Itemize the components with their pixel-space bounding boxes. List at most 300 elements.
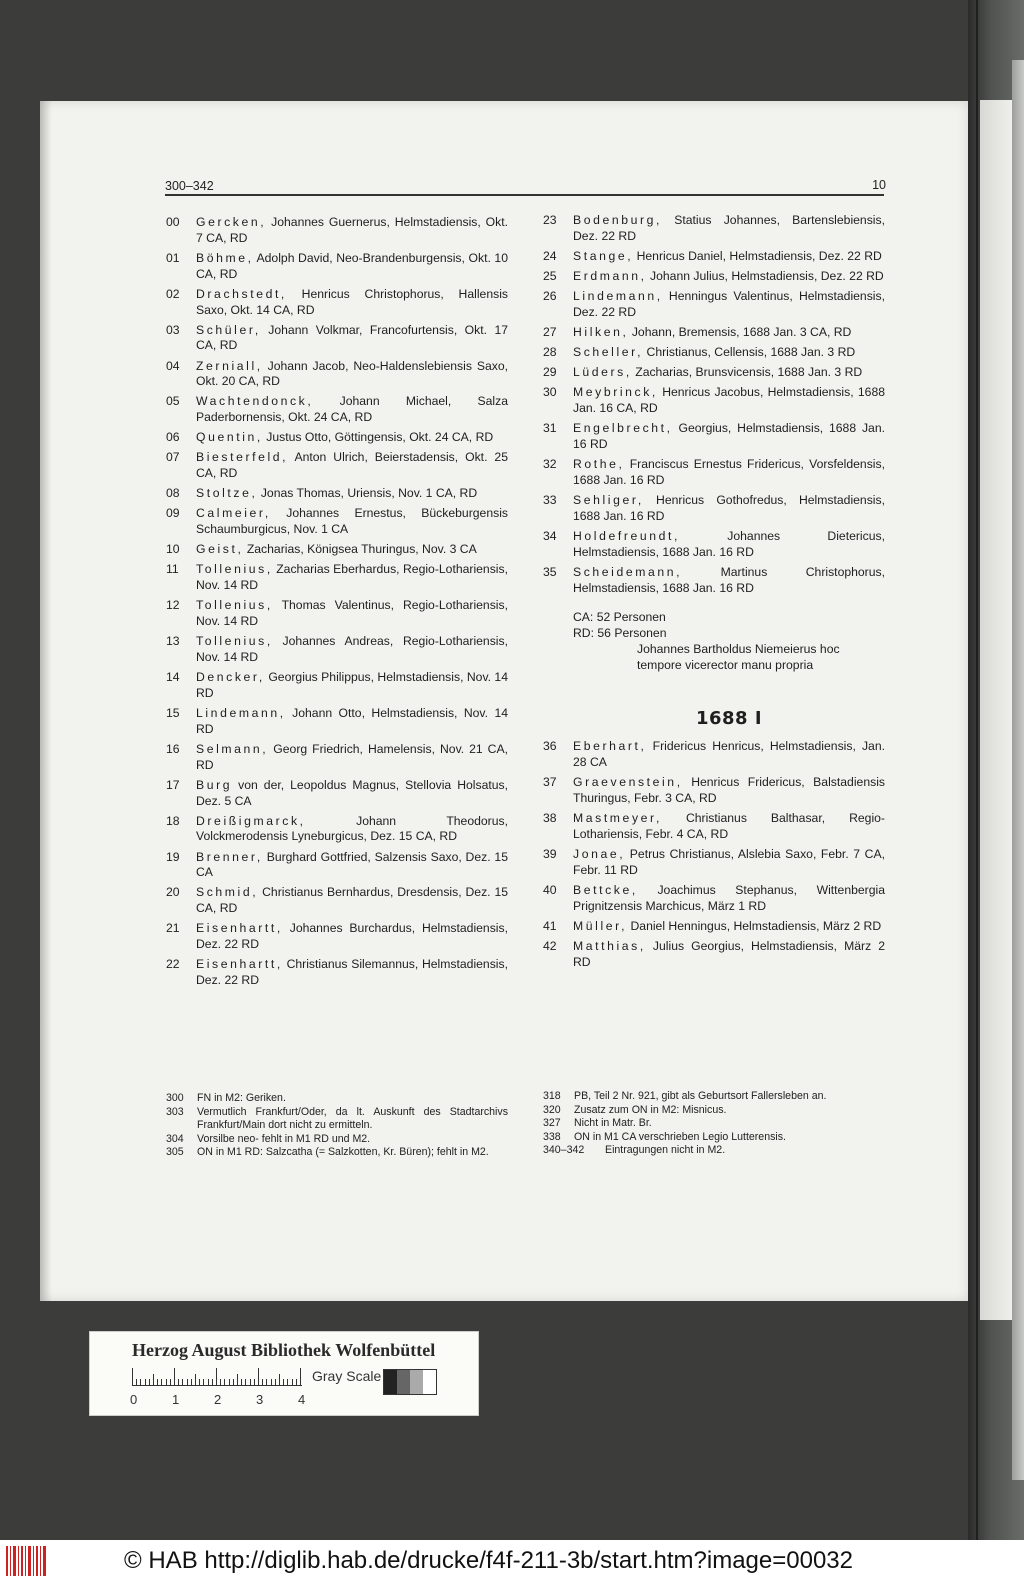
entry-surname: Rothe, bbox=[573, 457, 625, 472]
register-entry bbox=[166, 670, 508, 702]
entry-number: 02 bbox=[166, 286, 180, 301]
entry-number: 30 bbox=[543, 385, 557, 400]
ruler-tick bbox=[145, 1379, 146, 1386]
entry-surname: Scheidemann, bbox=[573, 564, 683, 579]
page-number: 10 bbox=[872, 178, 886, 192]
entry-details: Zacharias, Brunsvicensis, 1688 Jan. 3 RD bbox=[631, 365, 863, 380]
summary-rd: RD: 56 Personen bbox=[573, 626, 667, 641]
footnote bbox=[543, 1104, 885, 1118]
entry-number: 10 bbox=[166, 542, 180, 557]
entry-details: Johann Volkmar, Francofurtensis, Okt. 17 CA, RD bbox=[196, 322, 508, 353]
ruler-tick bbox=[161, 1379, 162, 1386]
entry-details: Johannes Ernestus, Bückeburgensis Schaumburgicus, Nov. 1 CA bbox=[196, 506, 508, 537]
entry-text bbox=[573, 565, 885, 597]
entry-surname: Gercken, bbox=[196, 215, 267, 229]
entry-number: 18 bbox=[166, 813, 180, 828]
ruler-tick bbox=[279, 1374, 280, 1386]
entry-number: 13 bbox=[166, 634, 180, 649]
ruler-tick bbox=[187, 1379, 188, 1386]
entry-surname: Selmann, bbox=[196, 741, 269, 756]
entry-number: 26 bbox=[543, 289, 557, 304]
entry-details: Julius Georgius, Helmstadiensis, März 2 RD bbox=[573, 938, 885, 969]
entry-text bbox=[196, 814, 508, 846]
register-entry bbox=[166, 486, 508, 502]
entry-text bbox=[573, 919, 885, 935]
ruler-tick bbox=[208, 1379, 209, 1386]
entry-number: 14 bbox=[166, 670, 180, 685]
entry-details: Christianus Balthasar, Regio-Lothariensis, Febr. 4 CA, RD bbox=[573, 811, 885, 841]
entry-text bbox=[196, 957, 508, 989]
ruler-tick bbox=[166, 1379, 167, 1386]
entry-number: 34 bbox=[543, 528, 557, 543]
ruler-tick bbox=[300, 1368, 301, 1386]
entry-text bbox=[573, 493, 885, 525]
ruler-tick bbox=[241, 1379, 242, 1386]
entry-surname: Schüler, bbox=[196, 322, 261, 337]
ruler-tick bbox=[229, 1379, 230, 1386]
entry-details: Georgius Philippus, Helmstadiensis, Nov. 14 RD bbox=[196, 670, 508, 700]
register-entry bbox=[543, 939, 885, 971]
register-entry bbox=[166, 394, 508, 426]
ruler-tick bbox=[178, 1379, 179, 1386]
entry-details: Petrus Christianus, Alslebia Saxo, Febr. 7 CA, Febr. 11 RD bbox=[573, 846, 885, 877]
entry-number: 06 bbox=[166, 430, 180, 445]
entry-number: 36 bbox=[543, 739, 557, 754]
entry-details: Zacharias, Königsea Thuringus, Nov. 3 CA bbox=[243, 542, 477, 557]
left-column bbox=[166, 215, 508, 993]
entry-surname: Tollenius, bbox=[196, 598, 273, 613]
footnote-text: ON in M1 CA verschrieben Legio Lutterensis. bbox=[574, 1130, 786, 1143]
entry-text bbox=[573, 529, 885, 561]
ruler-tick bbox=[149, 1379, 150, 1386]
entry-number: 11 bbox=[166, 562, 179, 577]
entry-text bbox=[196, 430, 508, 446]
entry-surname: Brenner, bbox=[196, 849, 263, 864]
footnote-text: ON in M1 RD: Salzcatha (= Salzkotten, Kr. Büren); fehlt in M2. bbox=[197, 1146, 489, 1159]
entry-surname: Eisenhartt, bbox=[196, 921, 283, 936]
register-entry bbox=[166, 251, 508, 283]
entry-details: Daniel Henningus, Helmstadiensis, März 2 RD bbox=[627, 918, 882, 933]
register-entry bbox=[543, 269, 885, 285]
footnote bbox=[543, 1144, 885, 1158]
entry-surname: Matthias, bbox=[573, 938, 646, 953]
entry-surname: Sehliger, bbox=[573, 492, 644, 507]
entry-details: Johann, Bremensis, 1688 Jan. 3 CA, RD bbox=[628, 324, 852, 339]
entry-number: 20 bbox=[166, 885, 180, 900]
ruler-tick bbox=[195, 1374, 196, 1386]
entry-details: Henricus Jacobus, Helmstadiensis, 1688 Jan. 16 CA, RD bbox=[573, 385, 885, 416]
footnote-number: 318 bbox=[543, 1090, 561, 1102]
ruler-tick bbox=[174, 1368, 175, 1386]
ruler-tick bbox=[250, 1379, 251, 1386]
register-entry bbox=[166, 323, 508, 355]
register-entry bbox=[166, 885, 508, 917]
entry-surname: Schmid, bbox=[196, 885, 259, 900]
footnote-number: 305 bbox=[166, 1146, 184, 1159]
footnote bbox=[166, 1133, 508, 1147]
entry-details: Johannes Burchardus, Helmstadiensis, Dez. 22 RD bbox=[196, 921, 508, 952]
footer-bar bbox=[0, 1540, 1024, 1582]
register-entry bbox=[543, 289, 885, 321]
entry-details: Johann Theodorus, Volckmerodensis Lyneburgicus, Dez. 15 CA, RD bbox=[196, 813, 508, 844]
entry-number: 05 bbox=[166, 394, 180, 409]
register-entry bbox=[166, 634, 508, 666]
footnote-number: 304 bbox=[166, 1132, 184, 1145]
ruler-tick bbox=[191, 1379, 192, 1386]
entry-number: 33 bbox=[543, 492, 557, 507]
entry-details: Christianus, Cellensis, 1688 Jan. 3 RD bbox=[643, 345, 856, 360]
ruler-tick bbox=[203, 1379, 204, 1386]
entry-surname: Lindemann, bbox=[573, 289, 663, 304]
entry-surname: Wachtendonck, bbox=[196, 394, 314, 409]
entry-details: Justus Otto, Göttingensis, Okt. 24 CA, RD bbox=[262, 430, 494, 445]
entry-surname: Geist, bbox=[196, 542, 244, 557]
entry-details: Henricus Christophorus, Hallensis Saxo, Okt. 14 CA, RD bbox=[196, 286, 508, 317]
ruler-labels bbox=[130, 1392, 320, 1408]
register-entry bbox=[166, 921, 508, 953]
entry-details: Georg Friedrich, Hamelensis, Nov. 21 CA, RD bbox=[196, 741, 508, 772]
ruler-tick bbox=[296, 1379, 297, 1386]
register-entry bbox=[166, 957, 508, 989]
register-entry bbox=[166, 430, 508, 446]
entry-text bbox=[573, 739, 885, 771]
entry-text bbox=[196, 850, 508, 882]
entry-surname: Müller, bbox=[573, 918, 628, 933]
ruler-tick bbox=[136, 1379, 137, 1386]
entry-text bbox=[196, 359, 508, 391]
register-entry bbox=[166, 287, 508, 319]
footnote-text: Vorsilbe neo- fehlt in M1 RD und M2. bbox=[197, 1132, 371, 1145]
ruler-tick bbox=[237, 1374, 238, 1386]
entry-number: 21 bbox=[166, 921, 180, 936]
ruler-tick bbox=[266, 1379, 267, 1386]
entry-number: 23 bbox=[543, 213, 557, 227]
ruler-tick bbox=[275, 1379, 276, 1386]
register-entry bbox=[166, 850, 508, 882]
footnote bbox=[166, 1092, 508, 1106]
entry-surname: Lindemann, bbox=[196, 705, 286, 720]
entry-text bbox=[196, 598, 508, 630]
header-rule bbox=[165, 194, 884, 196]
entry-number: 16 bbox=[166, 741, 180, 756]
register-entry bbox=[543, 883, 885, 915]
entry-number: 24 bbox=[543, 248, 557, 263]
entry-text bbox=[196, 634, 508, 666]
footnote-text: PB, Teil 2 Nr. 921, gibt als Geburtsort Fallersleben an. bbox=[574, 1090, 827, 1102]
ruler-tick bbox=[140, 1379, 141, 1386]
entry-text bbox=[196, 670, 508, 702]
ruler-label: 0 bbox=[130, 1392, 138, 1407]
entry-number: 42 bbox=[543, 938, 557, 953]
entry-details: Henricus Gothofredus, Helmstadiensis, 1688 Jan. 16 RD bbox=[573, 492, 885, 523]
entry-details: Burghard Gottfried, Salzensis Saxo, Dez. 15 CA bbox=[196, 849, 508, 880]
register-entry bbox=[166, 814, 508, 846]
register-entry bbox=[166, 598, 508, 630]
entry-details: Johannes Dietericus, Helmstadiensis, 1688 Jan. 16 RD bbox=[573, 528, 885, 559]
entry-number: 38 bbox=[543, 811, 557, 826]
register-entry bbox=[543, 249, 885, 265]
ruler-tick bbox=[224, 1379, 225, 1386]
entry-text bbox=[573, 269, 885, 285]
footnote bbox=[166, 1146, 508, 1160]
book-edge bbox=[968, 0, 1024, 1540]
entry-number: 09 bbox=[166, 506, 180, 521]
entry-number: 03 bbox=[166, 322, 180, 337]
entry-text bbox=[573, 385, 885, 417]
right-column bbox=[543, 213, 885, 975]
ruler-tick bbox=[132, 1368, 133, 1386]
entry-text bbox=[573, 289, 885, 321]
entry-details: Franciscus Ernestus Fridericus, Vorsfeldensis, 1688 Jan. 16 RD bbox=[573, 457, 885, 487]
footnotes-left bbox=[166, 1092, 508, 1160]
entry-surname: Mastmeyer, bbox=[573, 811, 662, 826]
footnote bbox=[166, 1106, 508, 1133]
entry-surname: Tollenius, bbox=[196, 562, 273, 577]
register-entry bbox=[543, 213, 885, 245]
entry-text bbox=[196, 251, 508, 283]
entry-number: 37 bbox=[543, 775, 557, 790]
entry-surname: Zerniall, bbox=[196, 358, 263, 373]
entry-text bbox=[573, 213, 885, 245]
register-entry bbox=[543, 457, 885, 489]
register-entry bbox=[166, 215, 508, 247]
footnote-text: Eintragungen nicht in M2. bbox=[605, 1144, 726, 1157]
register-entry bbox=[166, 778, 508, 810]
register-entry bbox=[166, 542, 508, 558]
entry-text bbox=[196, 215, 508, 247]
footnote-number: 320 bbox=[543, 1103, 561, 1116]
register-entry bbox=[166, 742, 508, 774]
footnote-number: 338 bbox=[543, 1130, 561, 1143]
entry-details: von der, Leopoldus Magnus, Stellovia Holsatus, Dez. 5 CA bbox=[196, 777, 508, 808]
entry-number: 01 bbox=[166, 250, 180, 265]
ruler-tick bbox=[271, 1379, 272, 1386]
ruler-tick bbox=[262, 1379, 263, 1386]
entry-surname: Burg bbox=[196, 777, 233, 792]
entry-surname: Calmeier, bbox=[196, 506, 271, 521]
footer-url[interactable]: © HAB http://diglib.hab.de/drucke/f4f-211-3b/start.htm?image=00032 bbox=[124, 1547, 853, 1574]
footnote-number: 300 bbox=[166, 1092, 184, 1104]
entry-number: 35 bbox=[543, 564, 557, 579]
register-entry bbox=[543, 421, 885, 453]
entry-surname: Scheller, bbox=[573, 345, 644, 360]
register-entry bbox=[543, 739, 885, 771]
ruler-tick bbox=[212, 1379, 213, 1386]
register-entry bbox=[543, 529, 885, 561]
summary-ca: CA: 52 Personen bbox=[573, 610, 666, 625]
entry-details: Johann Jacob, Neo-Haldenslebiensis Saxo, Okt. 20 CA, RD bbox=[196, 358, 508, 389]
signature-line-1: Johannes Bartholdus Niemeierus hoc bbox=[637, 641, 840, 656]
entry-text bbox=[196, 542, 508, 558]
register-entry bbox=[543, 919, 885, 935]
entry-text bbox=[573, 939, 885, 971]
entry-text bbox=[196, 486, 508, 502]
entry-text bbox=[196, 287, 508, 319]
register-entry bbox=[543, 775, 885, 807]
entry-text bbox=[196, 394, 508, 426]
register-entry bbox=[166, 450, 508, 482]
gray-scale-swatch bbox=[383, 1369, 437, 1395]
entry-text bbox=[573, 775, 885, 807]
ruler-tick bbox=[199, 1379, 200, 1386]
entry-surname: Jonae, bbox=[573, 846, 626, 861]
register-entry bbox=[543, 325, 885, 341]
entry-text bbox=[196, 921, 508, 953]
footnote bbox=[543, 1117, 885, 1131]
entry-surname: Dreißigmarck, bbox=[196, 813, 306, 828]
ruler-tick bbox=[220, 1379, 221, 1386]
ruler-scale bbox=[132, 1368, 302, 1386]
entry-text bbox=[196, 742, 508, 774]
entry-text bbox=[573, 883, 885, 915]
footnote-number: 303 bbox=[166, 1105, 184, 1118]
entry-text bbox=[196, 323, 508, 355]
entry-text bbox=[196, 450, 508, 482]
entry-text bbox=[573, 325, 885, 341]
entry-number: 19 bbox=[166, 849, 180, 864]
register-entry bbox=[166, 359, 508, 391]
ruler-tick bbox=[283, 1379, 284, 1386]
footnotes-right bbox=[543, 1090, 885, 1158]
entry-surname: Graevenstein, bbox=[573, 775, 683, 790]
entry-text bbox=[196, 778, 508, 810]
register-entry bbox=[543, 345, 885, 361]
entry-number: 08 bbox=[166, 486, 180, 501]
entry-surname: Eisenhartt, bbox=[196, 957, 283, 972]
footnote-number: 327 bbox=[543, 1117, 561, 1130]
entry-details: Johannes Guernerus, Helmstadiensis, Okt. 7 CA, RD bbox=[196, 215, 508, 245]
entry-text bbox=[573, 249, 885, 265]
entry-number: 40 bbox=[543, 882, 557, 897]
entry-surname: Böhme, bbox=[196, 250, 254, 265]
entry-number: 32 bbox=[543, 457, 557, 472]
entry-surname: Eberhart, bbox=[573, 739, 647, 754]
entry-surname: Bodenburg, bbox=[573, 213, 663, 227]
ruler-tick bbox=[254, 1379, 255, 1386]
register-entry bbox=[543, 493, 885, 525]
entry-number: 25 bbox=[543, 268, 557, 283]
footnote bbox=[543, 1090, 885, 1104]
ruler-tick bbox=[170, 1379, 171, 1386]
entry-details: Christianus Bernhardus, Dresdensis, Dez. 15 CA, RD bbox=[196, 885, 508, 916]
register-entry bbox=[166, 506, 508, 538]
gray-scale-label: Gray Scale bbox=[312, 1368, 382, 1384]
entry-text bbox=[573, 421, 885, 453]
library-color-card bbox=[89, 1331, 479, 1416]
ruler-label: 3 bbox=[256, 1392, 264, 1407]
entry-details: Anton Ulrich, Beierstadensis, Okt. 25 CA, RD bbox=[196, 450, 508, 481]
entry-text bbox=[196, 506, 508, 538]
entry-text bbox=[573, 811, 885, 843]
entry-number: 31 bbox=[543, 421, 557, 436]
ruler-tick bbox=[182, 1379, 183, 1386]
ruler-label: 1 bbox=[172, 1392, 180, 1407]
entry-surname: Hilken, bbox=[573, 324, 629, 339]
entry-details: Zacharias Eberhardus, Regio-Lothariensis, Nov. 14 RD bbox=[196, 562, 508, 593]
ruler-label: 2 bbox=[214, 1392, 222, 1407]
entry-surname: Stoltze, bbox=[196, 486, 258, 501]
entry-surname: Dencker, bbox=[196, 670, 265, 685]
entry-surname: Biesterfeld, bbox=[196, 450, 289, 465]
register-entry bbox=[166, 562, 508, 594]
ruler-label: 4 bbox=[298, 1392, 306, 1407]
entry-surname: Meybrinck, bbox=[573, 385, 658, 400]
entry-surname: Holdefreundt, bbox=[573, 528, 680, 543]
entry-text bbox=[573, 457, 885, 489]
section-title: 1688 I bbox=[695, 708, 763, 730]
ruler-tick bbox=[216, 1368, 217, 1386]
entry-number: 12 bbox=[166, 598, 180, 613]
entry-number: 28 bbox=[543, 345, 557, 360]
register-entry bbox=[543, 847, 885, 879]
entry-surname: Erdmann, bbox=[573, 268, 647, 283]
entry-details: Georgius, Helmstadiensis, 1688 Jan. 16 RD bbox=[573, 421, 885, 451]
entry-details: Fridericus Henricus, Helmstadiensis, Jan. 28 CA bbox=[573, 739, 885, 770]
entry-text bbox=[196, 706, 508, 738]
entry-details: Johann Julius, Helmstadiensis, Dez. 22 RD bbox=[646, 268, 884, 283]
ruler-tick bbox=[292, 1379, 293, 1386]
ruler-tick bbox=[233, 1379, 234, 1386]
entry-details: Christianus Silemannus, Helmstadiensis, Dez. 22 RD bbox=[196, 957, 508, 987]
entry-number: 07 bbox=[166, 450, 180, 465]
entry-surname: Drachstedt, bbox=[196, 286, 287, 301]
entry-surname: Bettcke, bbox=[573, 882, 638, 897]
entry-details: Henricus Fridericus, Balstadiensis Thuringus, Febr. 3 CA, RD bbox=[573, 775, 885, 805]
register-entry bbox=[166, 706, 508, 738]
ruler-tick bbox=[157, 1379, 158, 1386]
register-entry bbox=[543, 565, 885, 597]
entry-details: Statius Johannes, Bartenslebiensis, Dez. 22 RD bbox=[573, 213, 885, 243]
register-entry bbox=[543, 365, 885, 381]
page-gutter-shadow bbox=[40, 101, 52, 1301]
register-entry bbox=[543, 385, 885, 417]
footnote-number: 340–342 bbox=[543, 1144, 585, 1157]
entry-text bbox=[196, 562, 508, 594]
footnote-text: Nicht in Matr. Br. bbox=[574, 1117, 652, 1130]
entry-number: 39 bbox=[543, 846, 557, 861]
footnote bbox=[543, 1131, 885, 1145]
entry-text bbox=[573, 345, 885, 361]
entry-number: 04 bbox=[166, 358, 180, 373]
footnote-text: FN in M2: Geriken. bbox=[197, 1092, 286, 1104]
entry-details: Johann Michael, Salza Paderbornensis, Okt. 24 CA, RD bbox=[196, 394, 508, 425]
entry-details: Henricus Daniel, Helmstadiensis, Dez. 22 RD bbox=[633, 248, 882, 263]
entry-details: Jonas Thomas, Uriensis, Nov. 1 CA, RD bbox=[257, 486, 478, 501]
entry-surname: Lüders, bbox=[573, 365, 632, 380]
entry-text bbox=[573, 365, 885, 381]
entry-text bbox=[196, 885, 508, 917]
entry-text bbox=[573, 847, 885, 879]
footnote-text: Vermutlich Frankfurt/Oder, da lt. Auskunft des Stadtarchivs Frankfurt/Main dort nicht zu ermitteln. bbox=[197, 1105, 508, 1132]
register-entry bbox=[543, 811, 885, 843]
entry-surname: Tollenius, bbox=[196, 634, 273, 649]
library-name: Herzog August Bibliothek Wolfenbüttel bbox=[132, 1340, 436, 1360]
hab-barcode-icon bbox=[6, 1546, 48, 1576]
entry-number: 22 bbox=[166, 957, 180, 972]
entry-details: Thomas Valentinus, Regio-Lothariensis, Nov. 14 RD bbox=[196, 598, 508, 629]
entry-details: Johann Otto, Helmstadiensis, Nov. 14 RD bbox=[196, 705, 508, 736]
entry-number: 41 bbox=[543, 918, 557, 933]
entry-details: Adolph David, Neo-Brandenburgensis, Okt. 10 CA, RD bbox=[196, 250, 508, 281]
entry-surname: Quentin, bbox=[196, 430, 263, 445]
entry-details: Johannes Andreas, Regio-Lothariensis, Nov. 14 RD bbox=[196, 634, 508, 664]
ruler-tick bbox=[287, 1379, 288, 1386]
page-range-header: 300–342 bbox=[165, 179, 214, 193]
entry-details: Henningus Valentinus, Helmstadiensis, Dez. 22 RD bbox=[573, 289, 885, 319]
footnote-text: Zusatz zum ON in M2: Misnicus. bbox=[574, 1103, 727, 1116]
semester-summary bbox=[543, 610, 885, 673]
signature-line-2: tempore vicerector manu propria bbox=[637, 657, 814, 672]
